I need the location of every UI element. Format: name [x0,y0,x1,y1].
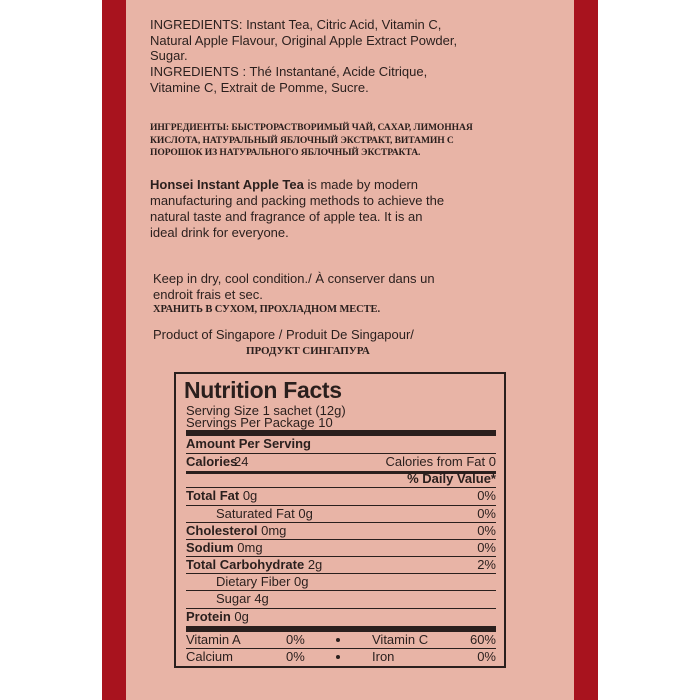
nutrient-amount: 0g [230,609,249,624]
ingredients-fr-line: INGREDIENTS : Thé Instantané, Acide Citrique, [150,64,428,79]
storage-ru: ХРАНИТЬ В СУХОМ, ПРОХЛАДНОМ МЕСТЕ. [153,304,380,315]
ingredients-fr-line: Vitamine C, Extrait de Pomme, Sucre. [150,79,369,95]
description-line: ideal drink for everyone. [150,225,289,240]
nutrient-amount: 0mg [233,540,263,555]
daily-value-label: % Daily Value* [407,471,496,486]
vitamin-value: 0% [286,632,305,647]
nutrient-amount: 0mg [257,523,287,538]
nutrient-amount: 0g [290,574,309,589]
ingredients-ru-line: ПОРОШОК ИЗ НАТУРАЛЬНОГО ЯБЛОЧНЫЙ ЭКСТРАКТА. [150,147,421,158]
ingredients-en-line: Natural Apple Flavour, Original Apple Extract Powder, [150,32,458,48]
ingredients-fr [150,64,427,95]
calories-row [186,454,496,470]
vitamin-row [186,632,496,648]
nutrient-row-saturated-fat [186,506,496,522]
nutrition-facts-panel [174,372,506,668]
nutrient-row-protein [186,609,496,625]
nutrient-row-total-carbohydrate [186,557,496,573]
servings-per-package: Servings Per Package 10 [186,415,333,430]
mineral-label: Calcium [186,649,233,664]
origin-ru: ПРОДУКТ СИНГАПУРА [246,345,370,357]
storage-line: Keep in dry, cool condition./ À conserver dans un [153,271,435,286]
nutrient-amount: 0g [239,488,258,503]
nutrient-daily-value: 2% [477,557,496,572]
brand-name: Honsei Instant Apple Tea [150,177,304,192]
nutrition-title: Nutrition Facts [184,377,342,403]
calories-value: 24 [234,454,249,469]
nutrient-row-cholesterol [186,523,496,539]
mineral-row [186,649,496,665]
calories-from-fat: Calories from Fat 0 [385,454,496,469]
daily-value-header [186,471,496,487]
nutrient-amount: 2g [304,557,323,572]
calories-label: Calories [186,454,238,469]
nutrient-row-total-fat [186,488,496,504]
description-text: is made by modern [303,177,419,192]
nutrient-row-sugar [186,591,496,607]
description-line: natural taste and fragrance of apple tea. It is an [150,209,423,224]
ingredients-en [150,17,457,64]
nutrient-row-sodium [186,540,496,556]
vitamin-label: Vitamin C [372,632,429,647]
ingredients-en-line: INGREDIENTS: Instant Tea, Citric Acid, Vitamin C, [150,17,442,32]
ingredients-ru-line: КИСЛОТА, НАТУРАЛЬНЫЙ ЯБЛОЧНЫЙ ЭКСТРАКТ, ВИТАМИН С [150,134,454,146]
nutrient-amount: 4g [250,591,269,606]
description-line: manufacturing and packing methods to achieve the [150,193,445,208]
origin-text: Product of Singapore / Produit De Singapour/ [153,327,414,342]
ingredients-en-line: Sugar. [150,48,188,63]
nutrient-label: Sodium [186,540,234,555]
ingredients-ru-line: ИНГРЕДИЕНТЫ: БЫСТРОРАСТВОРИМЫЙ ЧАЙ, САХАР, ЛИМОННАЯ [150,122,473,133]
nutrient-row-dietary-fiber [186,574,496,590]
mineral-label: Iron [372,649,395,664]
nutrient-label: Dietary Fiber [216,574,291,589]
ingredients-ru [150,122,473,160]
nutrient-label: Total Fat [186,488,240,503]
nutrient-daily-value: 0% [477,523,496,538]
storage-line: endroit frais et sec. [153,287,263,302]
bullet-dot [336,655,340,659]
nutrient-label: Total Carbohydrate [186,557,305,572]
description-line [150,177,444,193]
nutrient-amount: 0g [294,506,313,521]
nutrient-daily-value: 0% [477,506,496,521]
serving-size: Serving Size 1 sachet (12g) [186,403,346,418]
mineral-value: 0% [286,649,305,664]
bullet-dot [336,638,340,642]
nutrient-label: Protein [186,609,231,624]
nutrient-label: Cholesterol [186,523,258,538]
nutrient-daily-value: 0% [477,540,496,555]
storage-instructions [153,271,435,303]
vitamin-label: Vitamin A [186,632,241,647]
nutrient-daily-value: 0% [477,488,496,503]
amount-per-serving: Amount Per Serving [186,436,311,451]
product-description [150,177,444,241]
mineral-value: 0% [477,649,496,664]
vitamin-value: 60% [469,632,496,647]
nutrient-label: Saturated Fat [216,506,295,521]
nutrient-label: Sugar [216,591,251,606]
